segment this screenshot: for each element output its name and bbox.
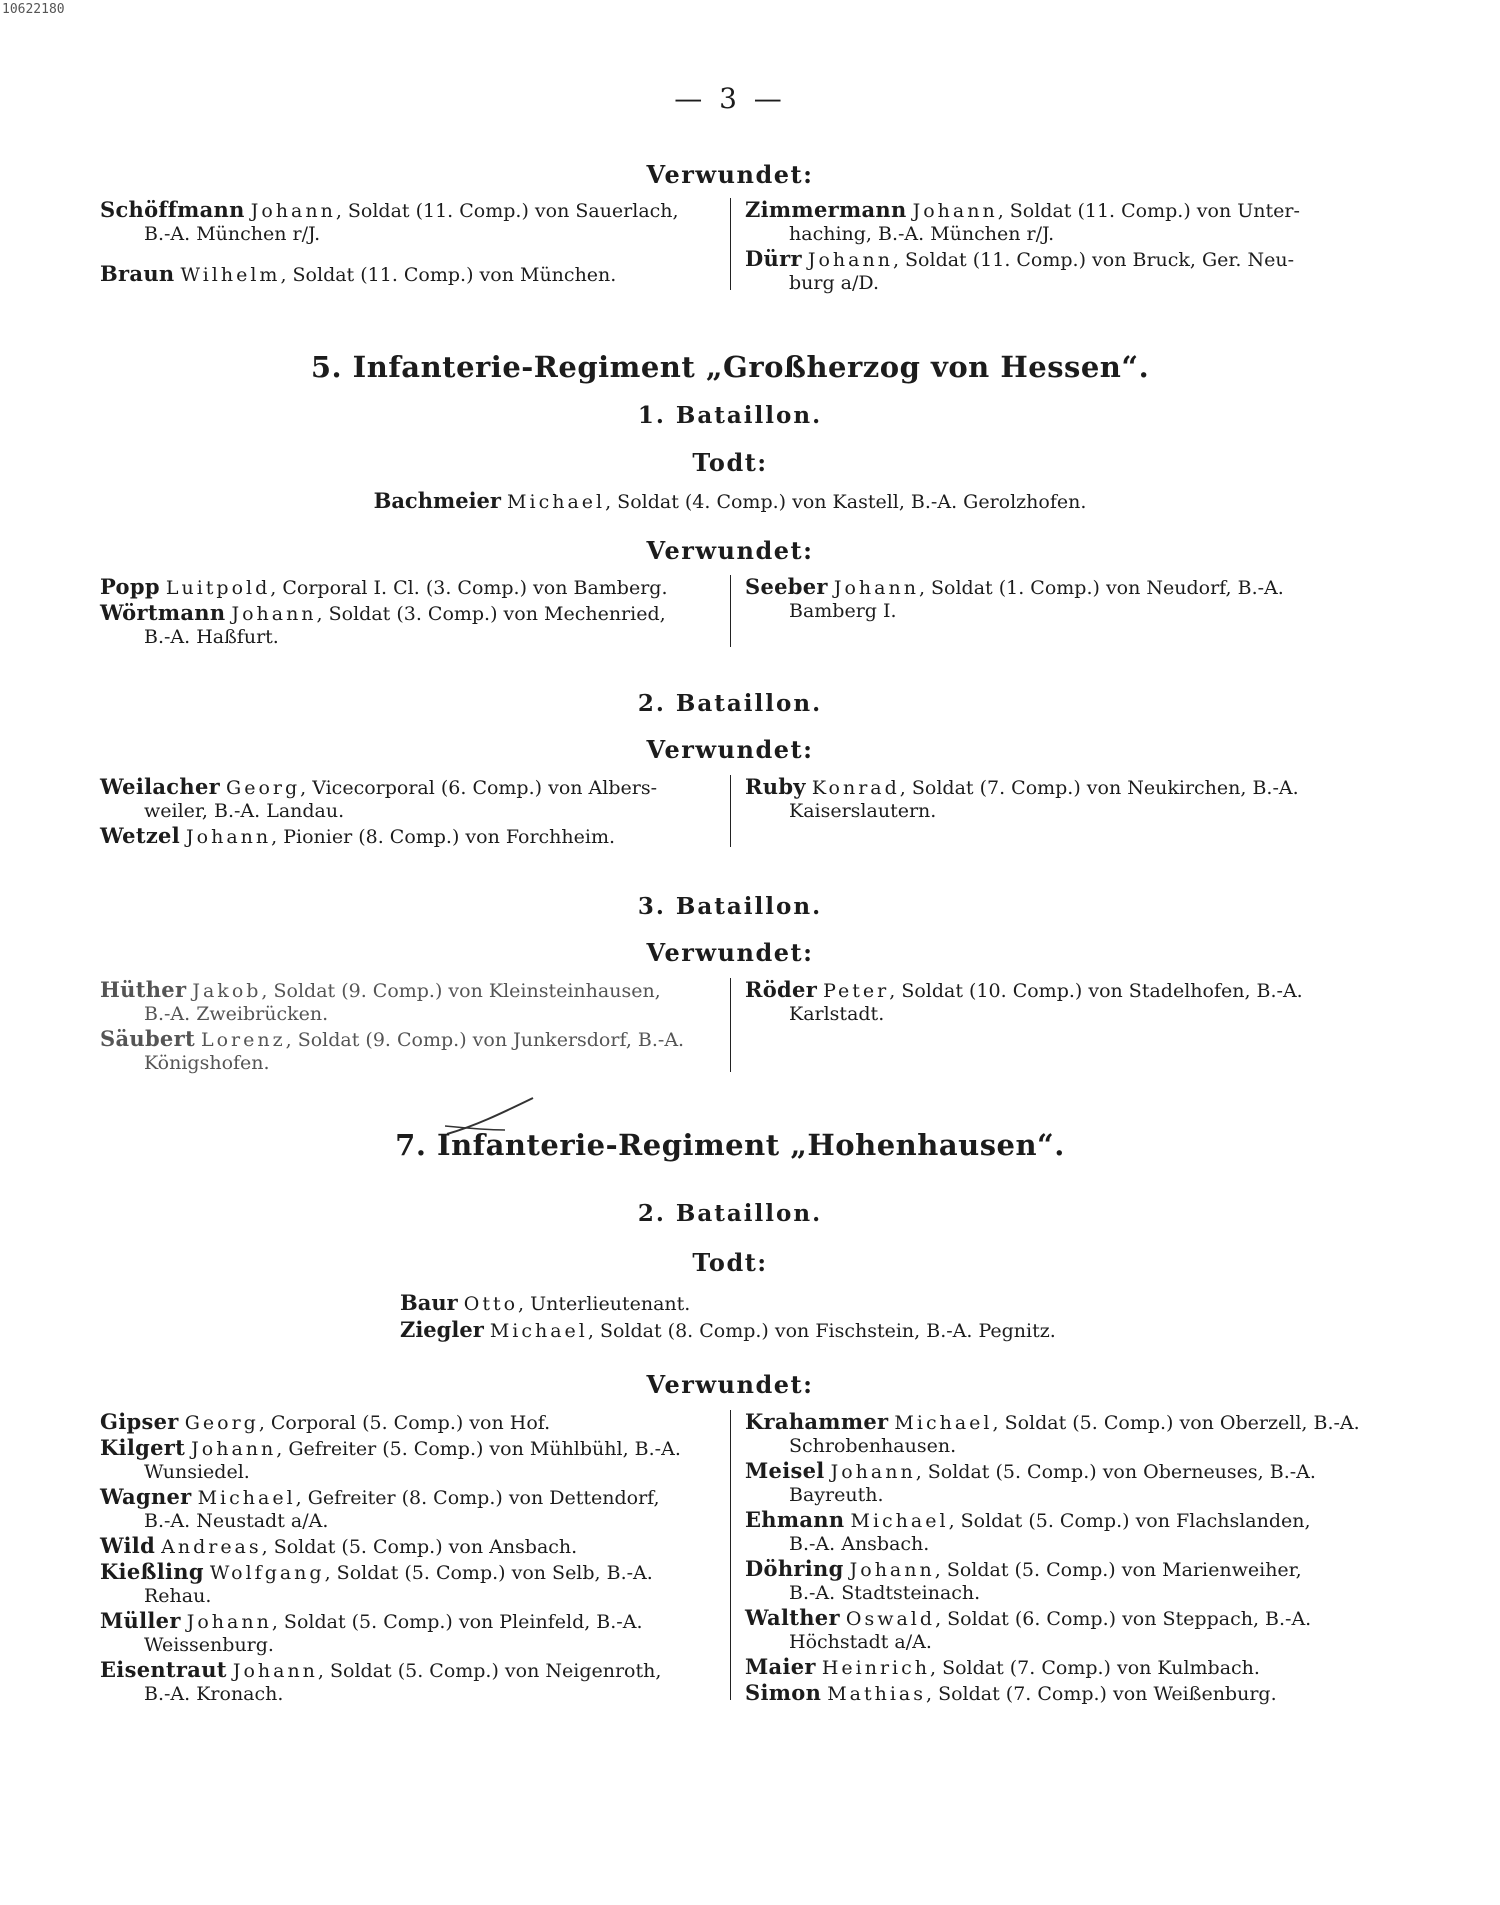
casualty-entry: Hüther Jakob, Soldat (9. Comp.) von Kleinsteinhausen, B.-A. Zweibrücken. (100, 977, 661, 1025)
status-heading-verwundet: Verwundet: (646, 735, 814, 764)
casualty-entry: Zimmermann Johann, Soldat (11. Comp.) von Unter- haching, B.-A. München r/J. (745, 197, 1300, 245)
casualty-entry: Müller Johann, Soldat (5. Comp.) von Pleinfeld, B.-A. Weissenburg. (100, 1608, 643, 1656)
column-divider (730, 775, 731, 847)
scan-id: 10622180 (2, 2, 65, 17)
left-column (100, 775, 720, 850)
left-column (100, 1410, 720, 1707)
right-column (745, 575, 1365, 624)
regiment-title: 7. Infanterie-Regiment „Hohenhausen“. (395, 1128, 1065, 1162)
right-column (745, 978, 1365, 1027)
status-heading-verwundet: Verwundet: (646, 938, 814, 967)
casualty-entry: Meisel Johann, Soldat (5. Comp.) von Oberneuses, B.-A. Bayreuth. (745, 1458, 1316, 1506)
casualty-entry: Weilacher Georg, Vicecorporal (6. Comp.) von Albers- weiler, B.-A. Landau. (100, 774, 657, 822)
casualty-entry: Ehmann Michael, Soldat (5. Comp.) von Flachslanden, B.-A. Ansbach. (745, 1507, 1311, 1555)
column-divider (730, 1410, 731, 1700)
casualty-entry: Eisentraut Johann, Soldat (5. Comp.) von Neigenroth, B.-A. Kronach. (100, 1657, 662, 1705)
casualty-entry: Wörtmann Johann, Soldat (3. Comp.) von Mechenried, B.-A. Haßfurt. (100, 600, 666, 648)
casualty-entry: Simon Mathias, Soldat (7. Comp.) von Weißenburg. (745, 1680, 1277, 1705)
casualty-entry: Gipser Georg, Corporal (5. Comp.) von Hof. (100, 1409, 551, 1434)
casualty-entry: Döhring Johann, Soldat (5. Comp.) von Marienweiher, B.-A. Stadtsteinach. (745, 1556, 1302, 1604)
casualty-entry: Säubert Lorenz, Soldat (9. Comp.) von Junkersdorf, B.-A. Königshofen. (100, 1026, 685, 1074)
casualty-entry: Kilgert Johann, Gefreiter (5. Comp.) von Mühlbühl, B.-A. Wunsiedel. (100, 1435, 681, 1483)
status-heading-verwundet: Verwundet: (646, 1370, 814, 1399)
casualty-entry: Baur Otto, Unterlieutenant. (400, 1290, 691, 1315)
todt-list (400, 1290, 1056, 1344)
battalion-title: 2. Bataillon. (637, 1200, 823, 1227)
right-column (745, 198, 1365, 296)
casualty-entry: Braun Wilhelm, Soldat (11. Comp.) von München. (100, 261, 617, 286)
status-heading-verwundet: Verwundet: (646, 160, 814, 189)
casualty-entry: Wetzel Johann, Pionier (8. Comp.) von Forchheim. (100, 823, 616, 848)
left-column (100, 198, 720, 288)
right-column (745, 1410, 1365, 1707)
regiment-title: 5. Infanterie-Regiment „Großherzog von Hessen“. (310, 350, 1150, 384)
casualty-entry: Kießling Wolfgang, Soldat (5. Comp.) von Selb, B.-A. Rehau. (100, 1559, 653, 1607)
left-column (100, 575, 720, 650)
casualty-entry: Wagner Michael, Gefreiter (8. Comp.) von Dettendorf, B.-A. Neustadt a/A. (100, 1484, 660, 1532)
casualty-entry: Bachmeier Michael, Soldat (4. Comp.) von Kastell, B.-A. Gerolzhofen. (373, 488, 1087, 513)
casualty-entry: Röder Peter, Soldat (10. Comp.) von Stadelhofen, B.-A. Karlstadt. (745, 977, 1303, 1025)
right-column (745, 775, 1365, 824)
column-divider (730, 198, 731, 290)
casualty-entry: Walther Oswald, Soldat (6. Comp.) von Steppach, B.-A. Höchstadt a/A. (745, 1605, 1312, 1653)
battalion-title: 1. Bataillon. (637, 402, 823, 429)
status-heading-todt: Todt: (692, 1248, 768, 1277)
casualty-entry: Ziegler Michael, Soldat (8. Comp.) von Fischstein, B.-A. Pegnitz. (400, 1317, 1056, 1342)
casualty-entry: Seeber Johann, Soldat (1. Comp.) von Neudorf, B.-A. Bamberg I. (745, 574, 1284, 622)
casualty-entry: Popp Luitpold, Corporal I. Cl. (3. Comp.) von Bamberg. (100, 574, 668, 599)
status-heading-todt: Todt: (692, 448, 768, 477)
left-column (100, 978, 720, 1076)
casualty-entry: Wild Andreas, Soldat (5. Comp.) von Ansbach. (100, 1533, 578, 1558)
casualty-entry: Maier Heinrich, Soldat (7. Comp.) von Kulmbach. (745, 1654, 1260, 1679)
battalion-title: 2. Bataillon. (637, 690, 823, 717)
casualty-entry: Schöffmann Johann, Soldat (11. Comp.) von Sauerlach, B.-A. München r/J. (100, 197, 679, 245)
casualty-entry: Krahammer Michael, Soldat (5. Comp.) von Oberzell, B.-A. Schrobenhausen. (745, 1409, 1360, 1457)
column-divider (730, 575, 731, 647)
status-heading-verwundet: Verwundet: (646, 536, 814, 565)
casualty-entry: Ruby Konrad, Soldat (7. Comp.) von Neukirchen, B.-A. Kaiserslautern. (745, 774, 1299, 822)
column-divider (730, 978, 731, 1072)
casualty-entry: Dürr Johann, Soldat (11. Comp.) von Bruck, Ger. Neu- burg a/D. (745, 246, 1295, 294)
page-number: — 3 — (674, 82, 786, 115)
battalion-title: 3. Bataillon. (637, 893, 823, 920)
